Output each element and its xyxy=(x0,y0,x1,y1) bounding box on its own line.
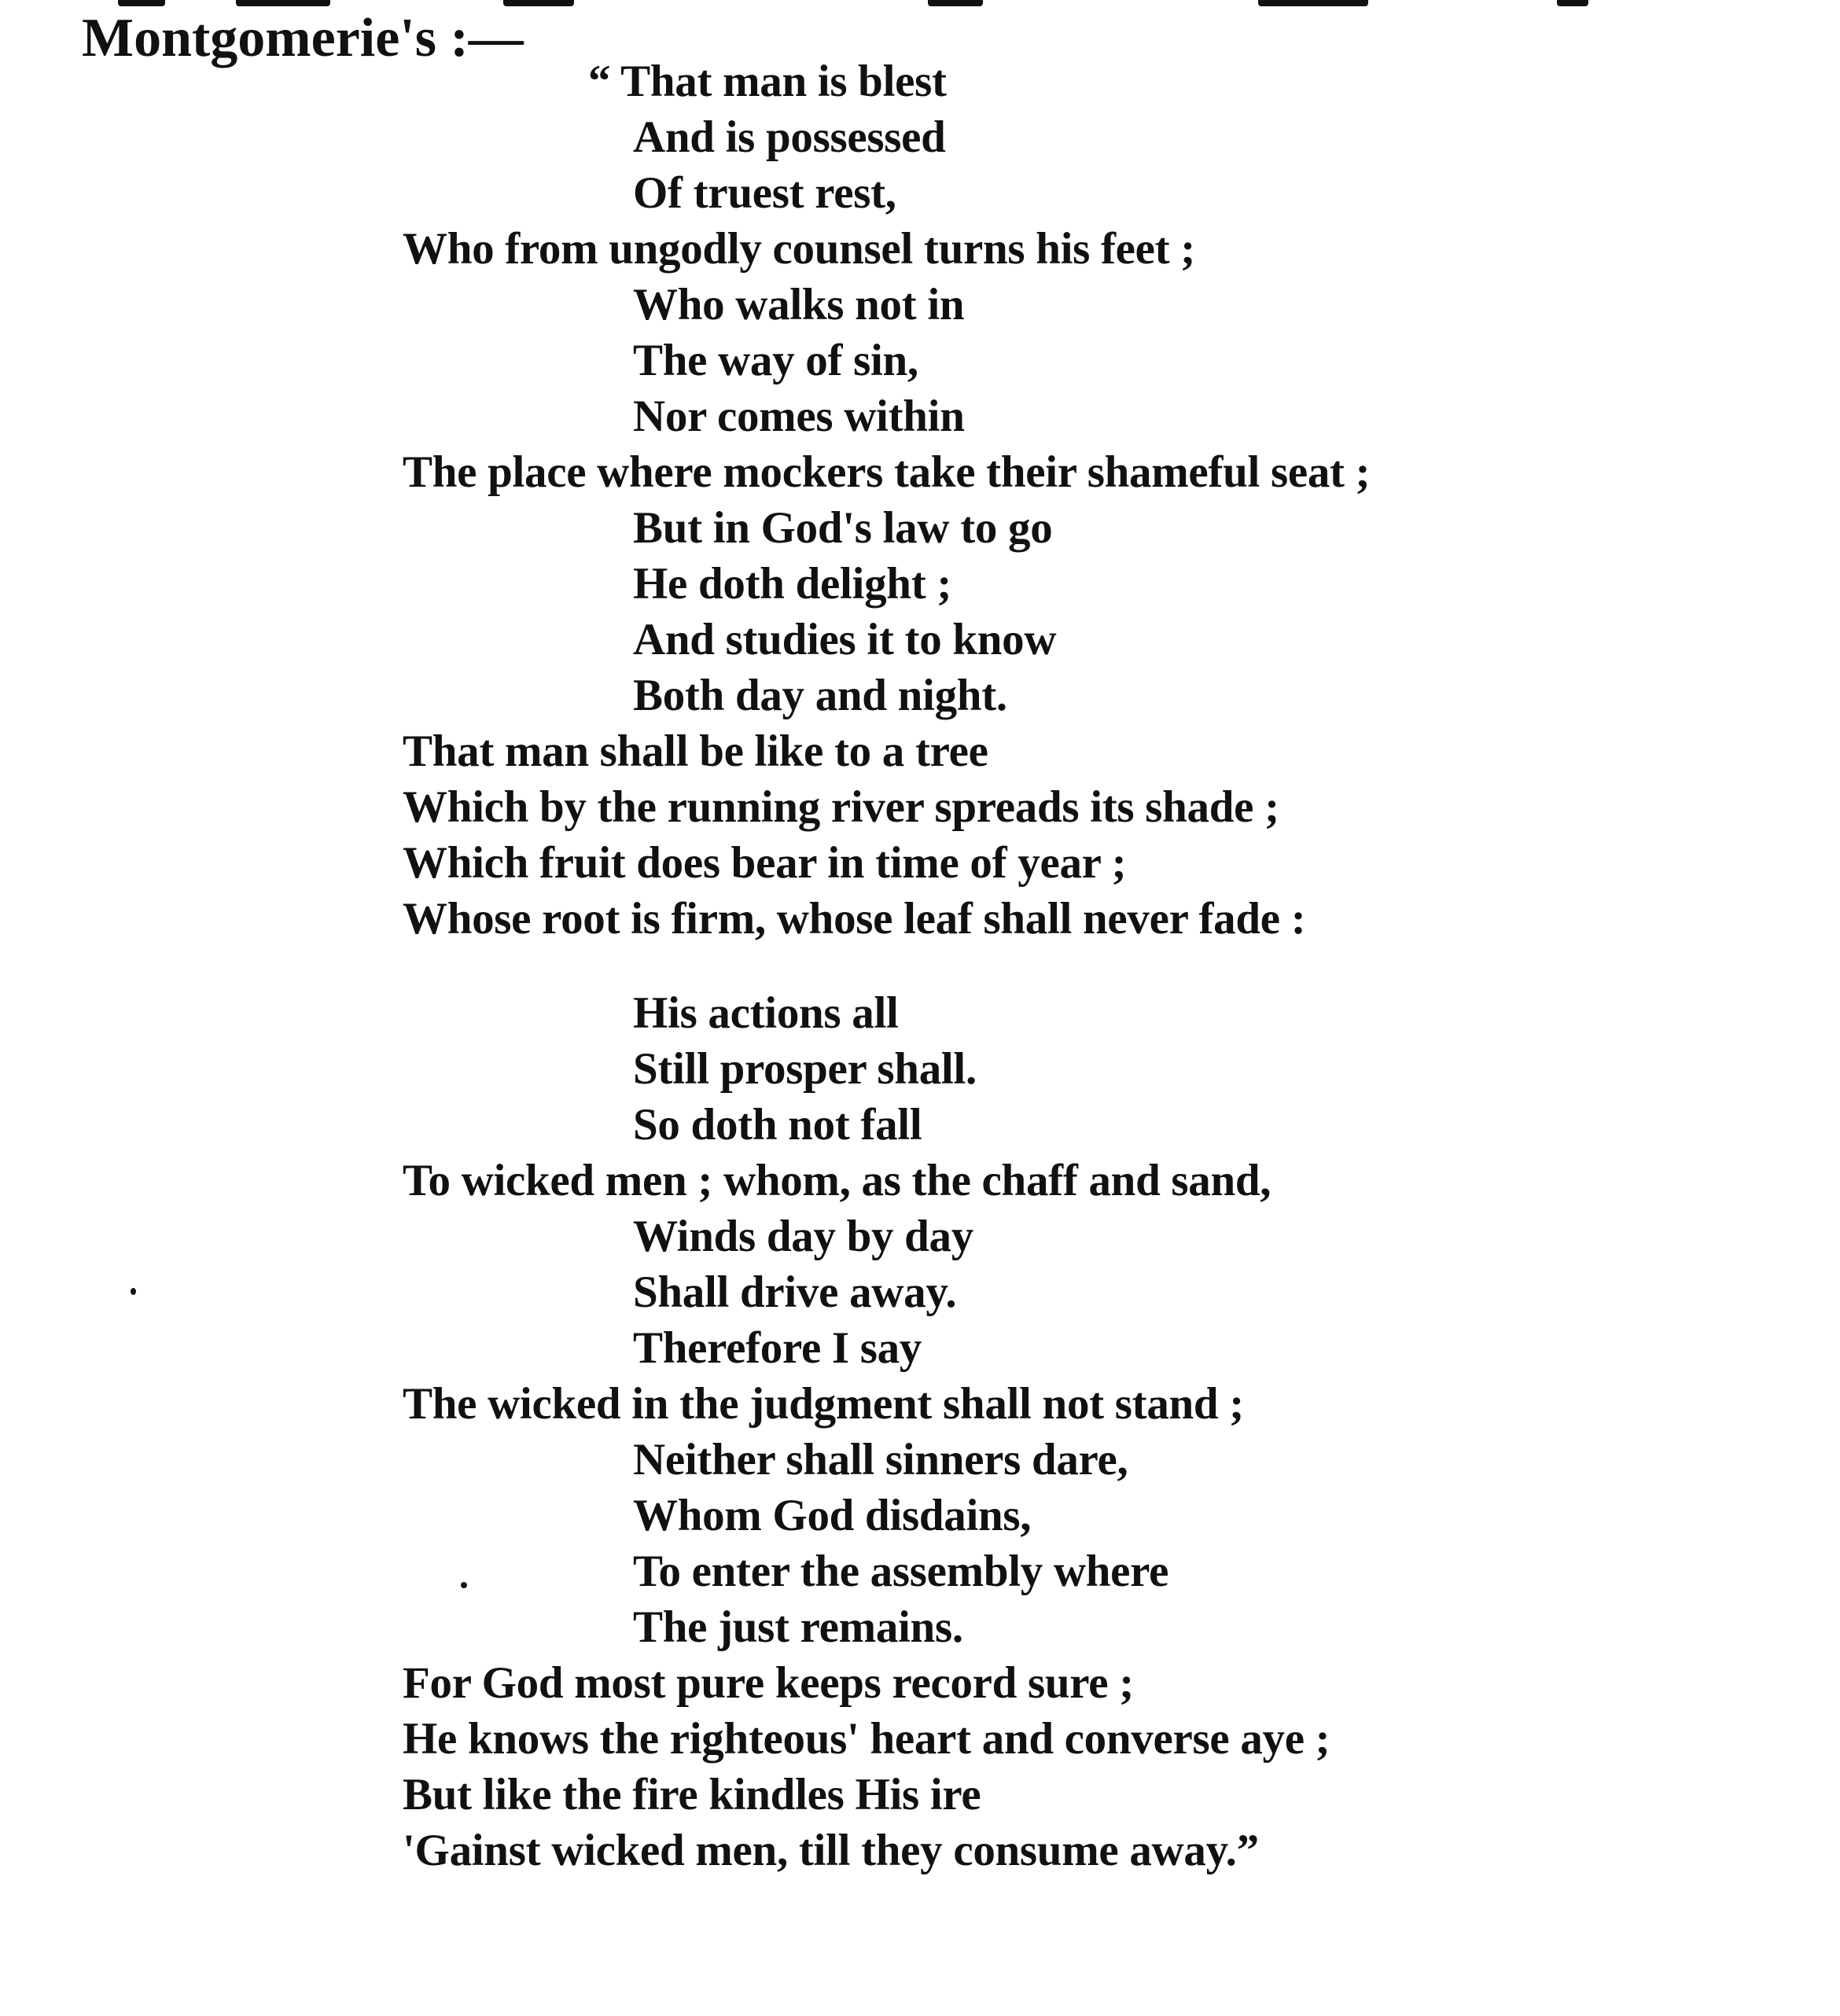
poem-line: Which by the running river spreads its shade ; xyxy=(403,782,1279,832)
poem-line: “ That man is blest xyxy=(588,57,947,106)
poem-line: Of truest rest, xyxy=(633,168,896,218)
poem-line: But in God's law to go xyxy=(633,503,1053,553)
poem-line: But like the fire kindles His ire xyxy=(403,1770,981,1819)
poem-line: He doth delight ; xyxy=(633,559,952,609)
poem-line: Who walks not in xyxy=(633,280,965,329)
poem-line: Who from ungodly counsel turns his feet ; xyxy=(403,224,1195,274)
scan-speck xyxy=(131,1288,136,1295)
poem-line: He knows the righteous' heart and converse aye ; xyxy=(403,1714,1330,1764)
poem-line: The place where mockers take their shameful seat ; xyxy=(403,447,1371,497)
poem-line: And is possessed xyxy=(633,112,946,162)
poem-line: For God most pure keeps record sure ; xyxy=(403,1658,1134,1708)
poem-line: The just remains. xyxy=(633,1602,963,1652)
poem-line: Still prosper shall. xyxy=(633,1044,977,1094)
poem-line: Winds day by day xyxy=(633,1212,973,1261)
poem-line: So doth not fall xyxy=(633,1100,922,1150)
intro-heading: Montgomerie's :— xyxy=(82,8,524,68)
poem-line: To wicked men ; whom, as the chaff and sand, xyxy=(403,1156,1271,1205)
poem-line: Shall drive away. xyxy=(633,1267,957,1317)
poem-line: 'Gainst wicked men, till they consume away.” xyxy=(403,1826,1259,1875)
poem-line: Both day and night. xyxy=(633,671,1007,720)
poem-line: Which fruit does bear in time of year ; xyxy=(403,838,1127,888)
poem-line: Neither shall sinners dare, xyxy=(633,1435,1128,1484)
poem-line: And studies it to know xyxy=(633,615,1057,664)
poem-line: To enter the assembly where xyxy=(633,1547,1169,1596)
poem-line: Therefore I say xyxy=(633,1323,922,1373)
poem-line: The wicked in the judgment shall not stand ; xyxy=(403,1379,1244,1429)
poem-line: The way of sin, xyxy=(633,336,918,385)
scan-speck xyxy=(461,1582,467,1588)
poem-line: Nor comes within xyxy=(633,392,965,441)
poem-line: Whom God disdains, xyxy=(633,1491,1032,1540)
poem-line: That man shall be like to a tree xyxy=(403,727,988,776)
poem-line: His actions all xyxy=(633,988,899,1038)
poem-line: Whose root is firm, whose leaf shall never fade : xyxy=(403,894,1306,944)
